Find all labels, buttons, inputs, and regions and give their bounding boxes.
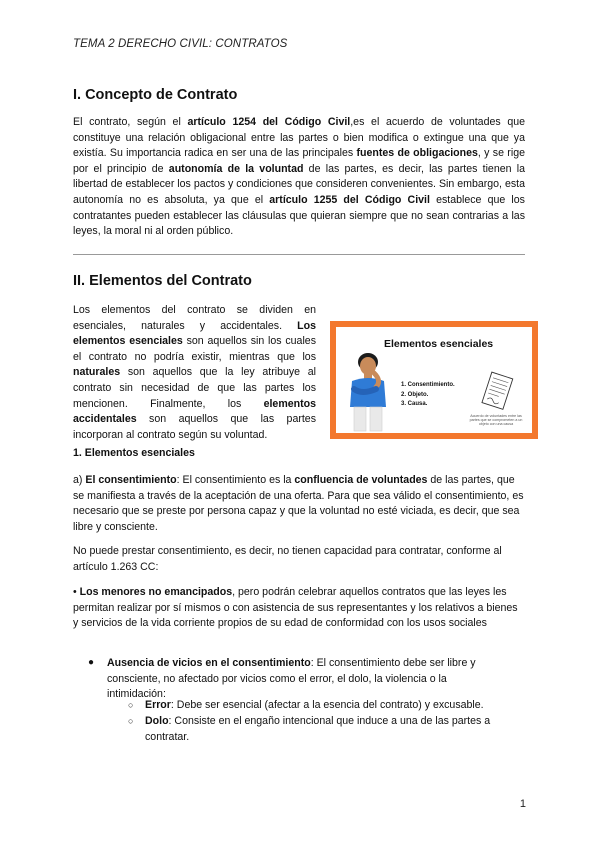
error-list-item: Error: Debe ser esencial (afectar a la esencia del contrato) y excusable.: [145, 699, 484, 711]
section-1-title: I. Concepto de Contrato: [73, 87, 238, 103]
subheading-essential-elements: 1. Elementos esenciales: [73, 447, 195, 459]
dolo-list-item: Dolo: Consiste en el engaño intencional que induce a una de las partes a contratar.: [145, 715, 491, 743]
minors-paragraph: • Los menores no emancipados, pero podrán celebrar aquellos contratos que las leyes les permitan realizar por sí mismos o con asistencia de sus representantes y los relativos a bienes y servicios de la vida corriente propios de su edad de conformidad con los usos sociales: [73, 586, 518, 630]
section-divider: [73, 254, 525, 255]
bullet-circle-icon: ○: [128, 700, 134, 710]
infographic-item: 2. Objeto.: [401, 391, 429, 398]
capacity-paragraph: No puede prestar consentimiento, es decir, no tienen capacidad para contratar, conforme al artículo 1.263 CC:: [73, 545, 502, 573]
vicios-list-item: Ausencia de vicios en el consentimiento: El consentimiento debe ser libre y consciente, no afectado por vicios como el error, el dolo, la violencia o la intimidación:: [107, 657, 476, 701]
infographic-list: [401, 381, 455, 410]
document-header: TEMA 2 DERECHO CIVIL: CONTRATOS: [73, 38, 288, 50]
thinking-person-illustration: [342, 347, 398, 433]
contract-document-icon: [476, 371, 520, 413]
infographic-item: 3. Causa.: [401, 401, 428, 407]
infographic-panel: [336, 327, 532, 433]
page-number: 1: [519, 798, 526, 810]
consent-paragraph: a) El consentimiento: El consentimiento es la confluencia de voluntades de las partes, que se manifiesta a través de la aceptación de una oferta. Para que sea válido el consentimiento, es necesario que se preste por persona capaz y que la voluntad no esté viciada, es decir, que sea libre y consciente.: [73, 474, 524, 533]
bullet-dot-icon: ●: [88, 657, 95, 668]
infographic-title: Elementos esenciales: [384, 338, 494, 350]
concept-paragraph: El contrato, según el artículo 1254 del Código Civil,es el acuerdo de voluntades que constituye una relación obligacional entre las partes o bien modifica o extingue una que ya existía. Su importancia radica en ser una de las principales fuentes de obligaciones, y se rige por el principio de autonomía de la voluntad de las partes, es decir, las partes tienen la libertad de establecer los pactos y condiciones que consideren convenientes. Sin embargo, esta autonomía no es absoluta, ya que el artículo 1255 del Código Civil establece que los contratantes pueden establecer las cláusulas que quieran siempre que no sean contrarias a las leyes, la moral ni al orden público.: [73, 116, 526, 238]
elements-infographic: [330, 321, 538, 439]
bullet-circle-icon: ○: [128, 716, 134, 726]
infographic-caption: Acuerdo de voluntades entre las partes que se comprometen a un objeto con una causa: [469, 414, 523, 427]
elements-intro-paragraph: Los elementos del contrato se dividen en esenciales, naturales y accidentales. Los elementos esenciales son aquellos sin los cuales el contrato no podría existir, mientras que los naturales son aquellos que la ley atribuye al contrato sin necesidad de que las partes los mencionen. Finalmente, los elementos accidentales son aquellos que las partes incorporan al contrato según su voluntad.: [73, 304, 316, 441]
infographic-item: 1. Consentimiento.: [401, 382, 455, 388]
section-2-title: II. Elementos del Contrato: [73, 273, 252, 289]
